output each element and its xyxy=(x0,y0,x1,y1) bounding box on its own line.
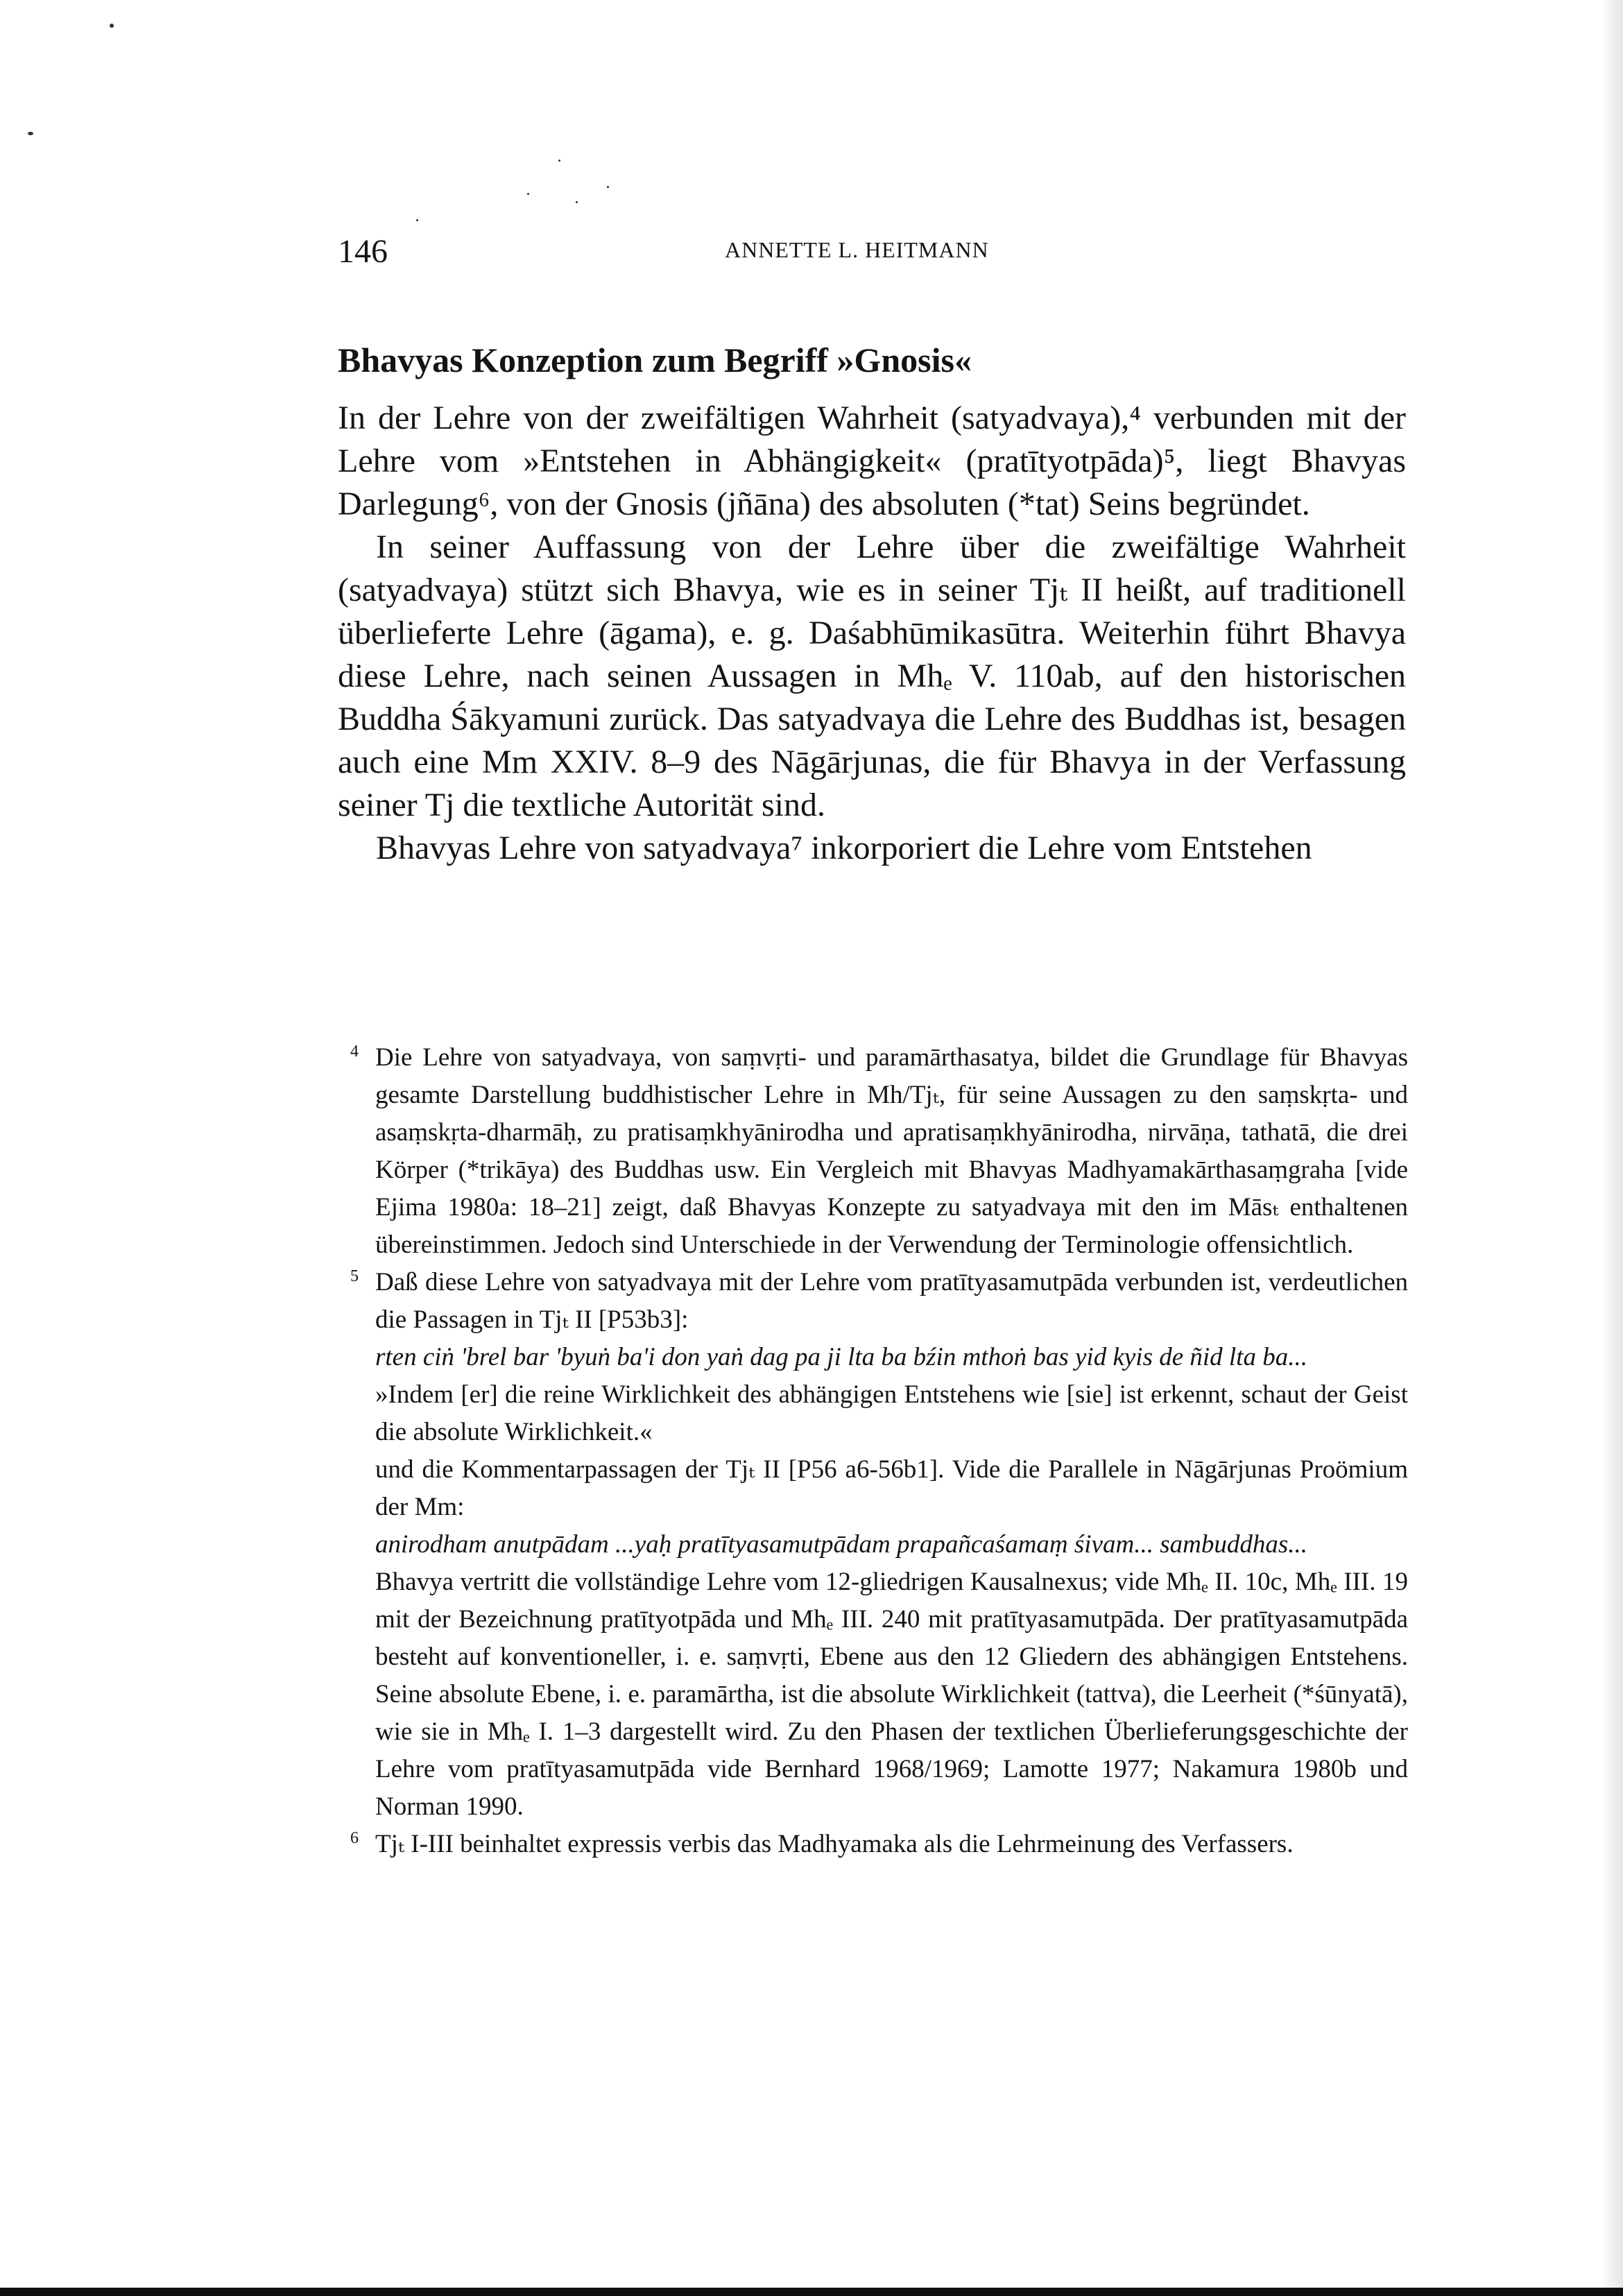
paragraph: In der Lehre von der zweifältigen Wahrheit (satyadvaya),⁴ verbunden mit der Lehre vom »Entstehen in Abhängigkeit« (pratītyotpāda)⁵, liegt Bhavyas Darlegung⁶, von der Gnosis (jñāna) des absoluten (*tat) Seins begründet. xyxy=(338,400,1406,522)
scan-speck xyxy=(558,160,560,162)
paragraph: In seiner Auffassung von der Lehre über die zweifältige Wahrheit (satyadvaya) stützt sich Bhavya, wie es in seiner Tjₜ II heißt, auf traditionell überlieferte Lehre (āgama), e. g. Daśabhūmikasūtra. Weiterhin führt Bhavya diese Lehre, nach seinen Aussagen in Mhₑ V. 110ab, auf den historischen Buddha Śākyamuni zurück. Das satyadvaya die Lehre des Buddhas ist, besagen auch eine Mm XXIV. 8–9 des Nāgārjunas, die für Bhavya in der Verfassung seiner Tj die textliche Autorität sind. xyxy=(338,529,1406,823)
footnote-marker: 4 xyxy=(350,1043,359,1061)
footnote-text: Die Lehre von satyadvaya, von saṃvṛti- und paramārthasatya, bildet die Grundlage für Bhavyas gesamte Darstellung buddhistischer Lehre in Mh/Tjₜ, für seine Aussagen zu den saṃskṛta- und asaṃskṛta-dharmāḥ, zu pratisaṃkhyānirodha und apratisaṃkhyānirodha, nirvāṇa, tathatā, die drei Körper (*trikāya) des Buddhas usw. Ein Vergleich mit Bhavyas Madhyamakārthasaṃgraha [vide Ejima 1980a: 18–21] zeigt, daß Bhavyas Konzepte zu satyadvaya mit den im Māsₜ enthaltenen übereinstimmen. Jedoch sind Unterschiede in der Verwendung der Terminologie offensichtlich. xyxy=(375,1043,1408,1259)
scan-speck xyxy=(576,201,578,203)
scan-speck xyxy=(416,219,418,221)
footnote-sanskrit-quote: anirodham anutpādam ...yaḥ pratītyasamutpādam prapañcaśamaṃ śivam... sambuddhas... xyxy=(375,1530,1307,1559)
footnote-6 xyxy=(350,1826,1408,1863)
scan-speck xyxy=(28,132,33,135)
section-heading: Bhavyas Konzeption zum Begriff »Gnosis« xyxy=(338,341,972,379)
footnote-commentary: und die Kommentarpassagen der Tjₜ II [P56 a6-56b1]. Vide die Parallele in Nāgārjunas Proömium der Mm: xyxy=(375,1455,1408,1521)
scan-edge-shadow xyxy=(1601,0,1623,2296)
page-number: 146 xyxy=(338,233,388,270)
scan-speck xyxy=(527,193,529,195)
running-header-author: ANNETTE L. HEITMANN xyxy=(725,237,989,262)
footnote-5 xyxy=(350,1264,1408,1826)
scan-bottom-edge xyxy=(0,2288,1623,2296)
footnote-tibetan-quote: rten ciṅ 'brel bar 'byuṅ ba'i don yaṅ dag pa ji lta ba bźin mthoṅ bas yid kyis de ñid lta ba... xyxy=(375,1343,1307,1371)
scan-speck xyxy=(607,186,609,188)
footnote-intro: Daß diese Lehre von satyadvaya mit der Lehre vom pratītyasamutpāda verbunden ist, verdeutlichen die Passagen in Tjₜ II [P53b3]: xyxy=(375,1268,1408,1334)
footnote-translation: »Indem [er] die reine Wirklichkeit des abhängigen Entstehens wie [sie] ist erkennt, schaut der Geist die absolute Wirklichkeit.« xyxy=(375,1380,1408,1446)
scan-speck xyxy=(110,24,114,28)
footnotes xyxy=(350,1039,1408,1863)
footnote-4 xyxy=(350,1039,1408,1264)
paragraph: Bhavyas Lehre von satyadvaya⁷ inkorporiert die Lehre vom Entstehen xyxy=(376,830,1312,866)
footnote-marker: 6 xyxy=(350,1829,359,1847)
footnote-marker: 5 xyxy=(350,1267,359,1285)
body-text xyxy=(338,397,1406,870)
footnote-text: Tjₜ I-III beinhaltet expressis verbis das Madhyamaka als die Lehrmeinung des Verfassers. xyxy=(375,1830,1294,1858)
footnote-continuation: Bhavya vertritt die vollständige Lehre vom 12-gliedrigen Kausalnexus; vide Mhₑ II. 10c, Mhₑ III. 19 mit der Bezeichnung pratītyotpāda und Mhₑ III. 240 mit pratītyasamutpāda. Der pratītyasamutpāda besteht auf konventioneller, i. e. saṃvṛti, Ebene aus den 12 Gliedern des abhängigen Entstehens. Seine absolute Ebene, i. e. paramārtha, ist die absolute Wirklichkeit (tattva), die Leerheit (*śūnyatā), wie sie in Mhₑ I. 1–3 dargestellt wird. Zu den Phasen der textlichen Überlieferungsgeschichte der Lehre vom pratītyasamutpāda vide Bernhard 1968/1969; Lamotte 1977; Nakamura 1980b und Norman 1990. xyxy=(375,1568,1408,1821)
